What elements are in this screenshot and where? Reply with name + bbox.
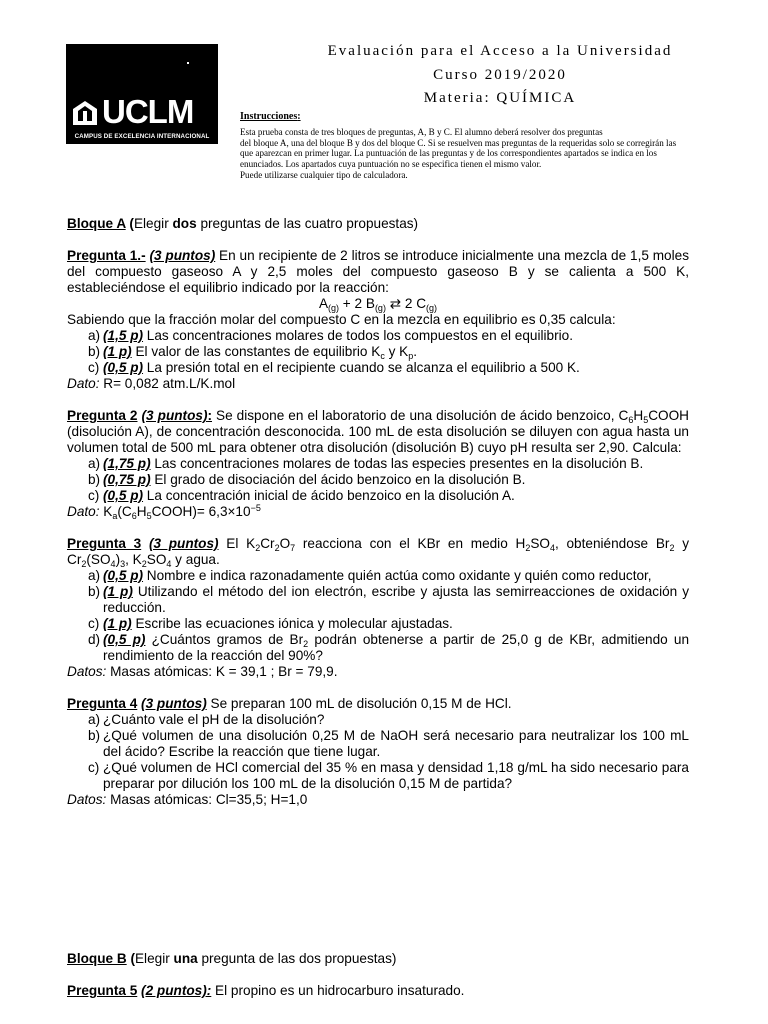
question-1-item-c: c) (0,5 p) La presión total en el recipiente cuando se alcanza el equilibrio a 500 K. [88, 360, 580, 375]
question-2-item-c: c) (0,5 p) La concentración inicial de ácido benzoico en la disolución A. [88, 488, 515, 503]
question-3-item-d: d) (0,5 p) ¿Cuántos gramos de $Br_2$ podrán obtenerse a partir de 25,0 g de KBr, admitiendo un rendimiento de la reacción del 90%? [88, 632, 690, 663]
question-1-data: Dato: R= 0,082 atm.L/K.mol [67, 376, 236, 391]
question-5-statement: Pregunta 5 (2 puntos): El propino es un hidrocarburo insaturado. [67, 983, 465, 998]
instructions-body [240, 127, 740, 181]
question-3-statement: Pregunta 3 (3 puntos) El $K_2Cr_2O_7$ reacciona con el KBr en medio $H_2SO_4$, obteniéndose $Br_2$ y $Cr_2(SO_4)_3$, $K_2SO_4$ y agua. [67, 536, 689, 569]
question-4-data: Datos: Masas atómicas: Cl=35,5; H=1,0 [67, 792, 308, 807]
question-1-statement: Pregunta 1.- (3 puntos) En un recipiente de 2 litros se introduce inicialmente una mezcla de 1,5 moles del compuesto gaseoso A y 2,5 moles del compuesto gaseoso B y se calienta a 500 K, estableciéndose el equilibrio indicado por la reacción: [67, 248, 689, 295]
question-1-item-b: b) (1 p) El valor de las constantes de equilibrio $K_c$ y $K_p$. [88, 344, 418, 361]
logo-tagline: CAMPUS DE EXCELENCIA INTERNACIONAL [74, 133, 210, 140]
instructions-calculator: Puede utilizarse cualquier tipo de calculadora. [240, 170, 408, 180]
question-2-item-a: a) (1,75 p) Las concentraciones molares de todas las especies presentes en la disolución B. [88, 456, 644, 471]
question-3-item-b: b) (1 p) Utilizando el método del ion electrón, escribe y ajusta las semirreacciones de oxidación y reducción. [88, 584, 689, 615]
question-1-item-a: a) (1,5 p) Las concentraciones molares de todos los compuestos en el equilibrio. [88, 328, 573, 343]
exam-subject: Materia: QUÍMICA [423, 90, 577, 106]
exam-course: Curso 2019/2020 [433, 67, 567, 83]
logo-wordmark: UCLM [102, 93, 194, 130]
exam-title: Evaluación para el Acceso a la Universidad [327, 43, 673, 59]
uclm-emblem-icon [71, 99, 99, 127]
exam-body [67, 216, 689, 808]
question-3-item-c: c) (1 p) Escribe las ecuaciones iónica y molecular ajustadas. [88, 616, 453, 631]
logo-dot [187, 62, 189, 64]
block-b-heading: Bloque B (Elegir una pregunta de las dos propuestas) [67, 951, 397, 966]
question-1-context: Sabiendo que la fracción molar del compuesto C en la mezcla en equilibrio es 0,35 calcula: [67, 312, 616, 327]
block-a-heading: Bloque A (Elegir dos preguntas de las cuatro propuestas) [67, 216, 419, 231]
instructions-line: enunciados. Los apartados cuya puntuación no se especifica tienen el mismo valor. [240, 158, 542, 169]
question-4-item-c: c) ¿Qué volumen de HCl comercial del 35 % en masa y densidad 1,18 g/mL ha sido necesario para preparar por dilución los 100 mL de la disolución 0,15 M de partida? [88, 760, 689, 791]
block-b-section [67, 951, 689, 999]
instructions-line: que aparezcan en primer lugar. La puntuación de las preguntas y de los correspondientes apartados se indica en los [240, 148, 657, 158]
instructions-title: Instrucciones: [240, 111, 301, 122]
question-2-data: Dato: $K_a(C_6H_5COOH)= 6,3\times 10^{-5}$ [67, 503, 261, 521]
question-4-statement: Pregunta 4 (3 puntos) Se preparan 100 mL de disolución 0,15 M de HCl. [67, 696, 512, 711]
instructions-line: Esta prueba consta de tres bloques de preguntas, A, B y C. El alumno deberá resolver dos preguntas [240, 127, 603, 137]
question-2-statement: Pregunta 2 (3 puntos): Se dispone en el laboratorio de una disolución de ácido benzoico, $C_6H_5COOH$ (disolución A), de concentración desconocida. 100 mL de esta disolución se diluyen con agua hasta un volumen total de 500 mL para obtener otra disolución (disolución B) cuyo pH resulta ser 2,90. Calcula: [67, 408, 689, 455]
question-4-item-b: b) ¿Qué volumen de una disolución 0,25 M de NaOH será necesario para neutralizar los 100 mL del ácido? Escribe la reacción que tiene lugar. [88, 728, 689, 759]
instructions-line: del bloque A, una del bloque B y dos del bloque C. Si se resuelven mas preguntas de la requeridas solo se corregirán las [240, 137, 677, 148]
question-2-item-b: b) (0,75 p) El grado de disociación del ácido benzoico en la disolución B. [88, 472, 526, 487]
question-4-item-a: a) ¿Cuánto vale el pH de la disolución? [88, 712, 325, 727]
question-3-data: Datos: Masas atómicas: K = 39,1 ; Br = 79,9. [67, 664, 338, 679]
question-3-item-a: a) (0,5 p) Nombre e indica razonadamente quién actúa como oxidante y quién como reductor, [88, 568, 652, 583]
uclm-logo [66, 44, 218, 144]
question-1-equation: $A_{(g)} + 2$ $B_{(g)}$ ⇄ 2 $C_{(g)}$ [318, 296, 438, 313]
